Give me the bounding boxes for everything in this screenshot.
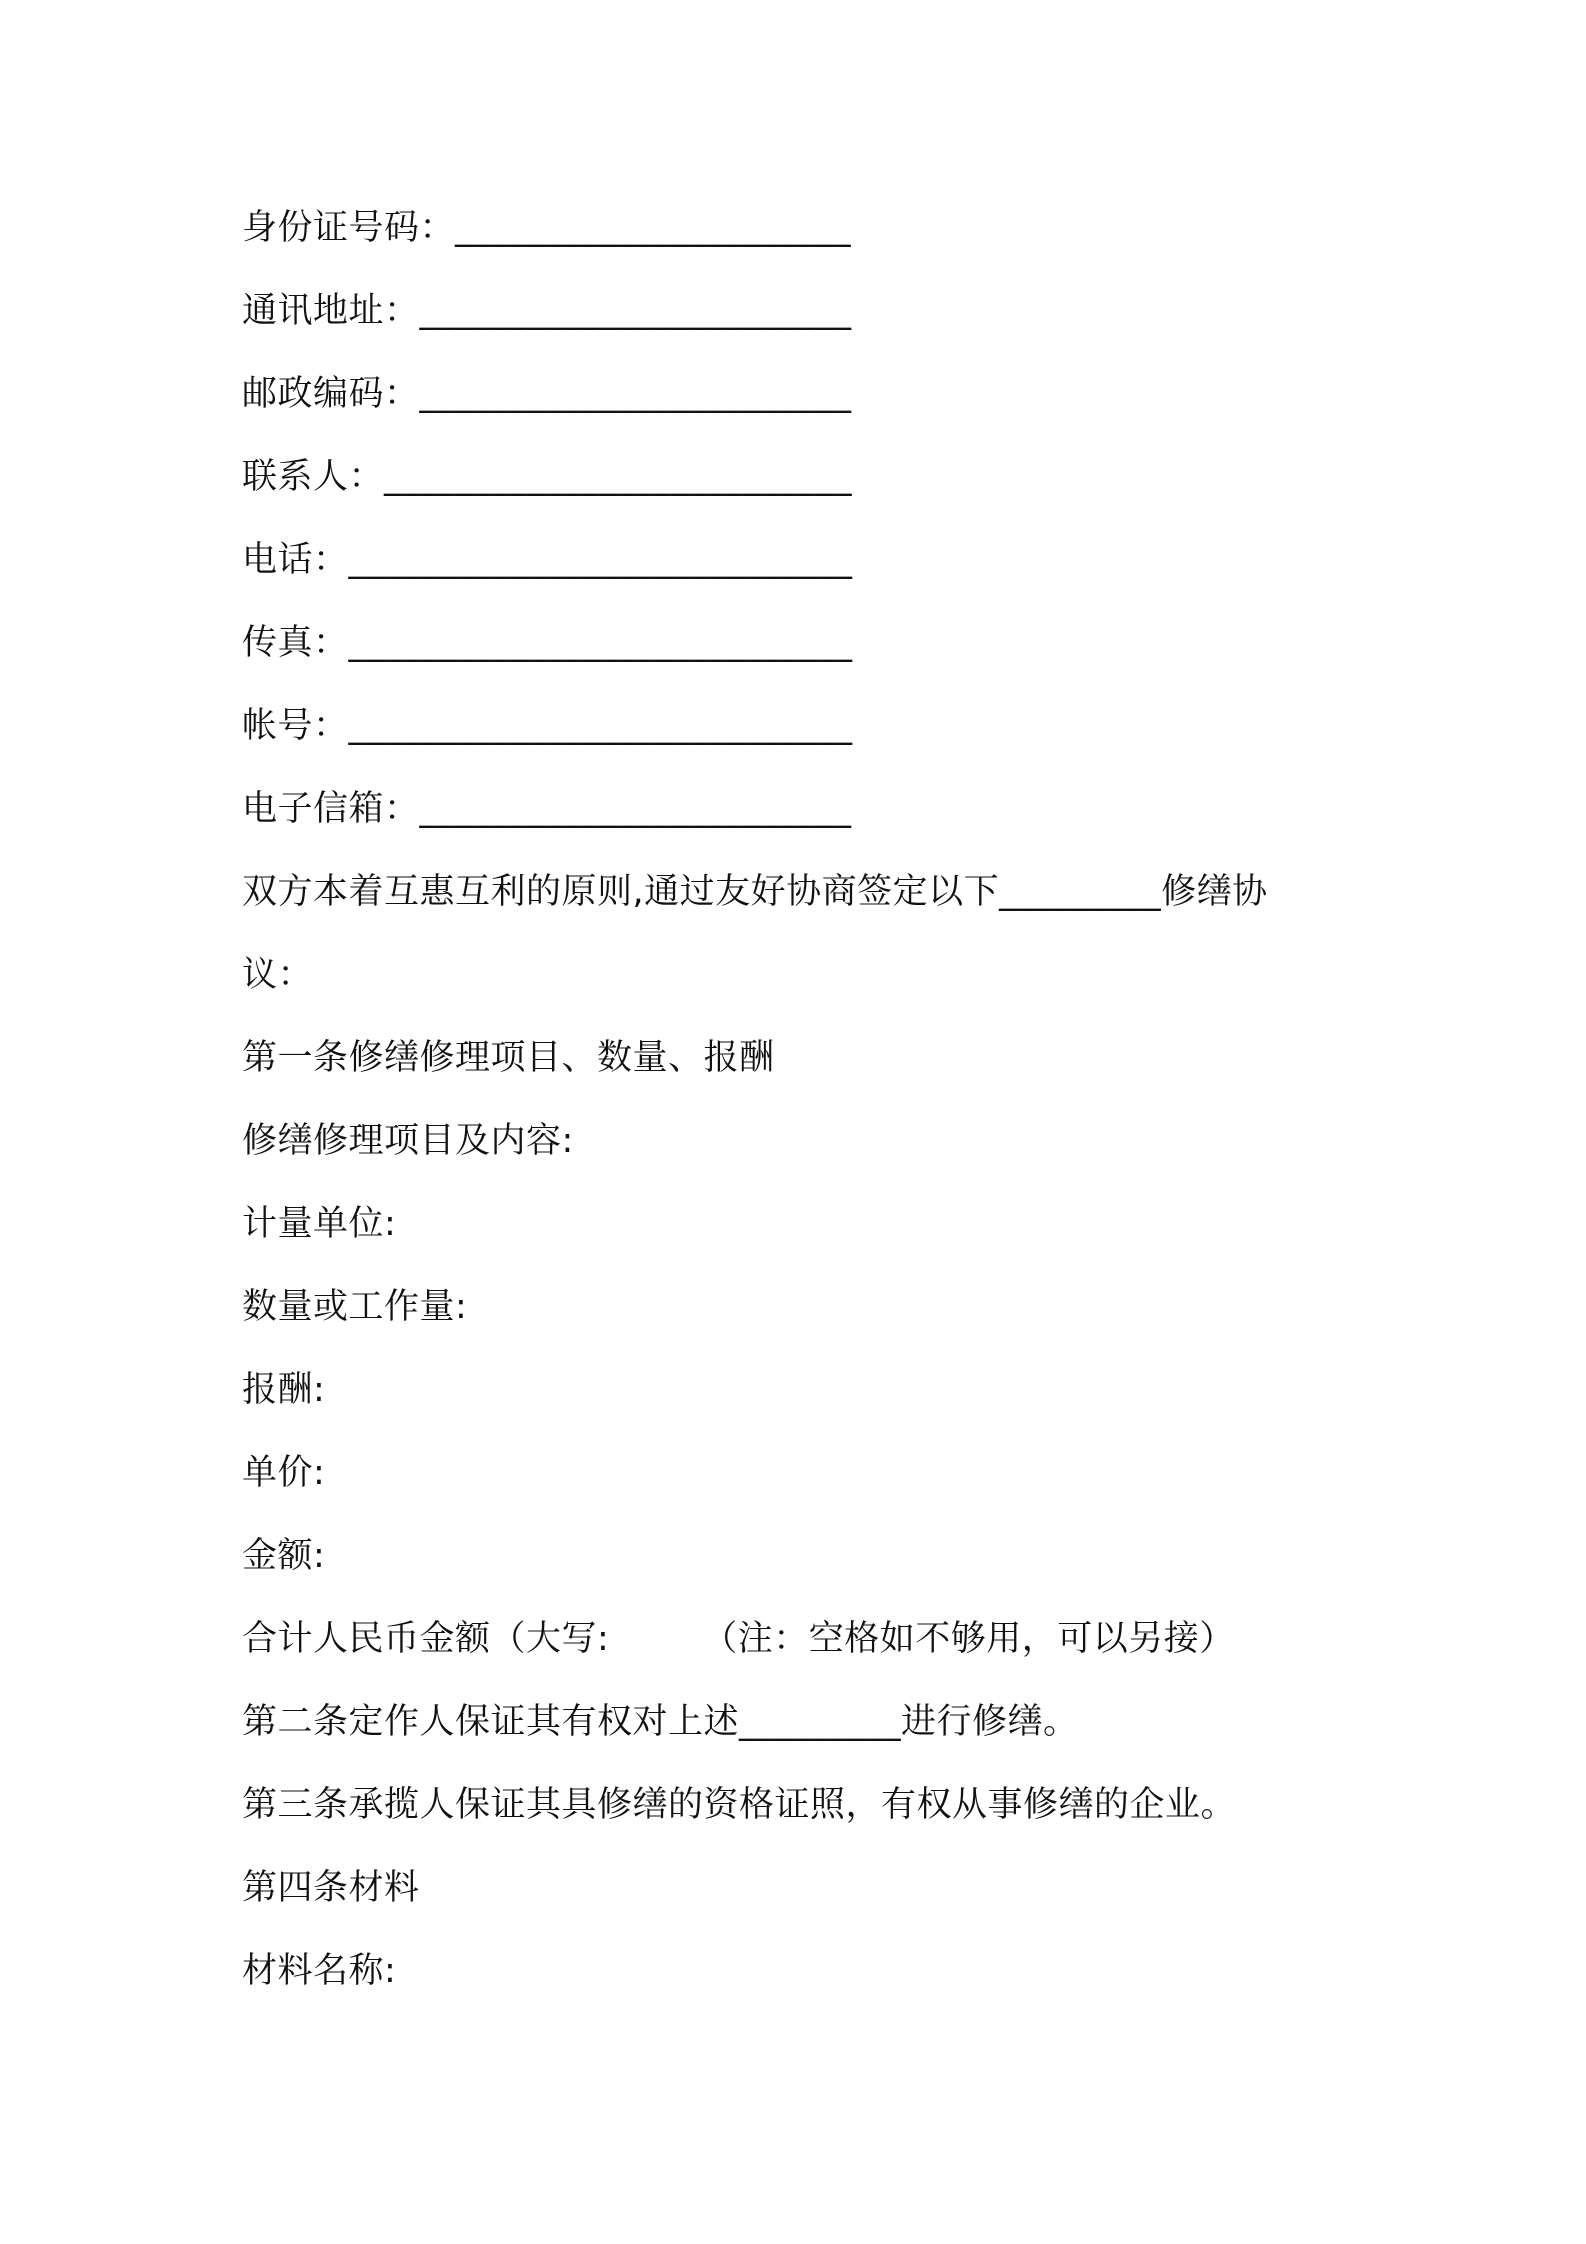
material-name-label: 材料名称: <box>242 1951 397 1991</box>
account-number-field: 帐号：____________________________ <box>242 706 853 746</box>
quantity-label: 数量或工作量: <box>242 1287 468 1327</box>
amount-label: 金额: <box>242 1536 326 1576</box>
mailing-address-field: 通讯地址：________________________ <box>242 291 852 331</box>
email-field: 电子信箱：________________________ <box>242 789 852 829</box>
article-2-line: 第二条定作人保证其有权对上述_________进行修缮。 <box>242 1702 1079 1742</box>
repair-items-label: 修缮修理项目及内容: <box>242 1121 574 1161</box>
contact-person-field: 联系人：__________________________ <box>242 457 853 497</box>
phone-field: 电话：____________________________ <box>242 540 853 580</box>
article-4-heading: 第四条材料 <box>242 1868 420 1908</box>
article-3-line: 第三条承揽人保证其具修缮的资格证照，有权从事修缮的企业。 <box>242 1785 1237 1825</box>
fax-field: 传真：____________________________ <box>242 623 853 663</box>
agreement-intro-line-1: 双方本着互惠互利的原则,通过友好协商签定以下_________修缮协 <box>242 872 1268 912</box>
id-number-field: 身份证号码：______________________ <box>242 208 852 248</box>
article-1-heading: 第一条修缮修理项目、数量、报酬 <box>242 1038 775 1078</box>
agreement-intro-line-2: 议： <box>242 955 314 995</box>
remuneration-label: 报酬: <box>242 1370 326 1410</box>
total-amount-line: 合计人民币金额（大写: （注：空格如不够用，可以另接） <box>242 1619 1235 1659</box>
unit-price-label: 单价: <box>242 1453 326 1493</box>
postal-code-field: 邮政编码：________________________ <box>242 374 852 414</box>
unit-of-measure-label: 计量单位: <box>242 1204 397 1244</box>
